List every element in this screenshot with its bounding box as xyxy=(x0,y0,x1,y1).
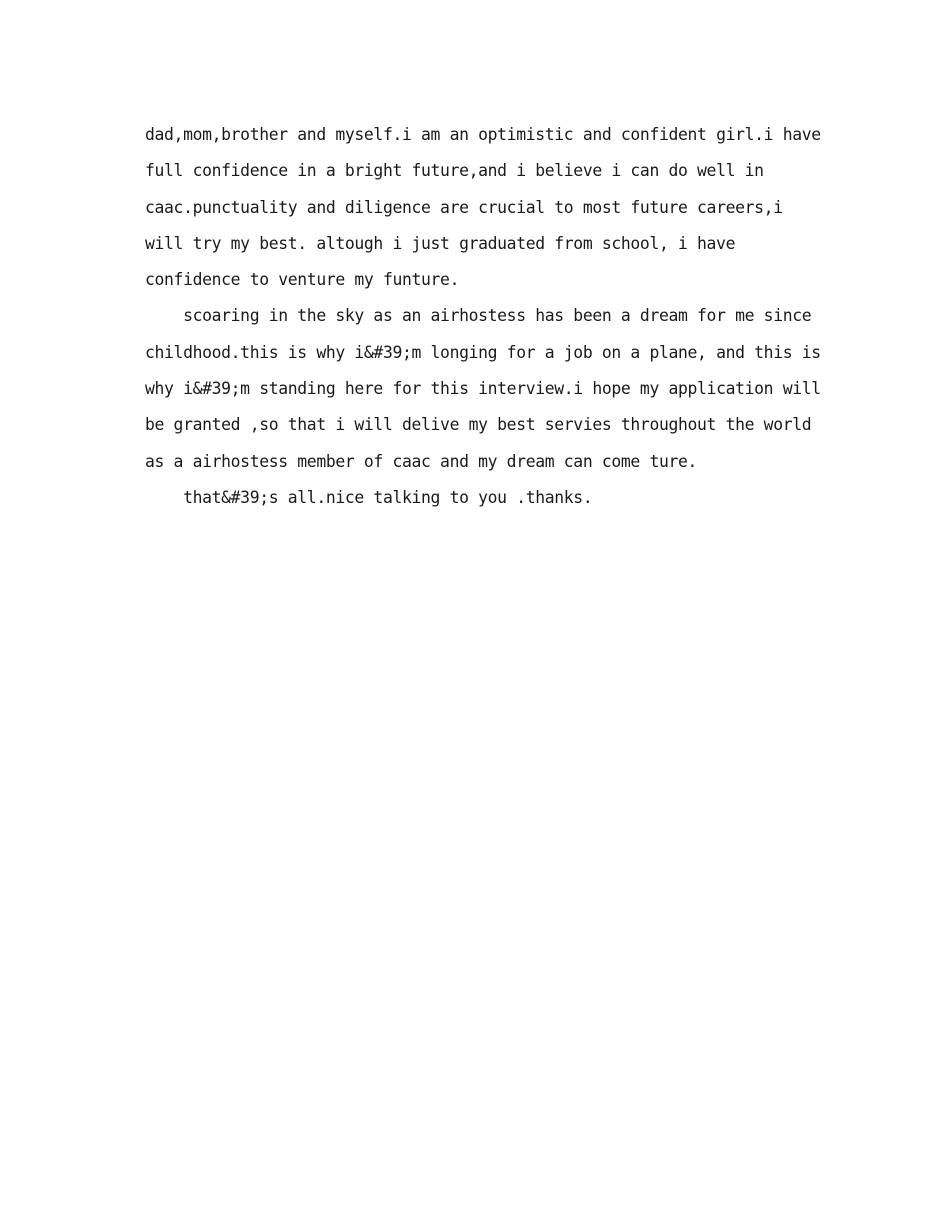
text-line: full confidence in a bright future,and i believe i can do well in xyxy=(145,161,764,181)
document-body xyxy=(145,117,825,516)
text-line: caac.punctuality and diligence are crucial to most future careers,i xyxy=(145,197,783,217)
text-line: be granted ,so that i will delive my best servies throughout the world xyxy=(145,415,812,435)
text-line: childhood.this is why i&#39;m longing for a job on a plane, and this is xyxy=(145,342,821,362)
text-line: that&#39;s all.nice talking to you .thanks. xyxy=(145,487,593,507)
text-line: scoaring in the sky as an airhostess has been a dream for me since xyxy=(145,306,812,326)
paragraph xyxy=(145,117,825,298)
text-line: confidence to venture my funture. xyxy=(145,270,460,290)
text-line: dad,mom,brother and myself.i am an optimistic and confident girl.i have xyxy=(145,125,821,144)
text-line: why i&#39;m standing here for this interview.i hope my application will xyxy=(145,379,821,399)
text-line: will try my best. altough i just graduated from school, i have xyxy=(145,233,736,253)
text-line: as a airhostess member of caac and my dream can come ture. xyxy=(145,451,698,471)
paragraph xyxy=(145,480,825,516)
paragraph xyxy=(145,298,825,479)
